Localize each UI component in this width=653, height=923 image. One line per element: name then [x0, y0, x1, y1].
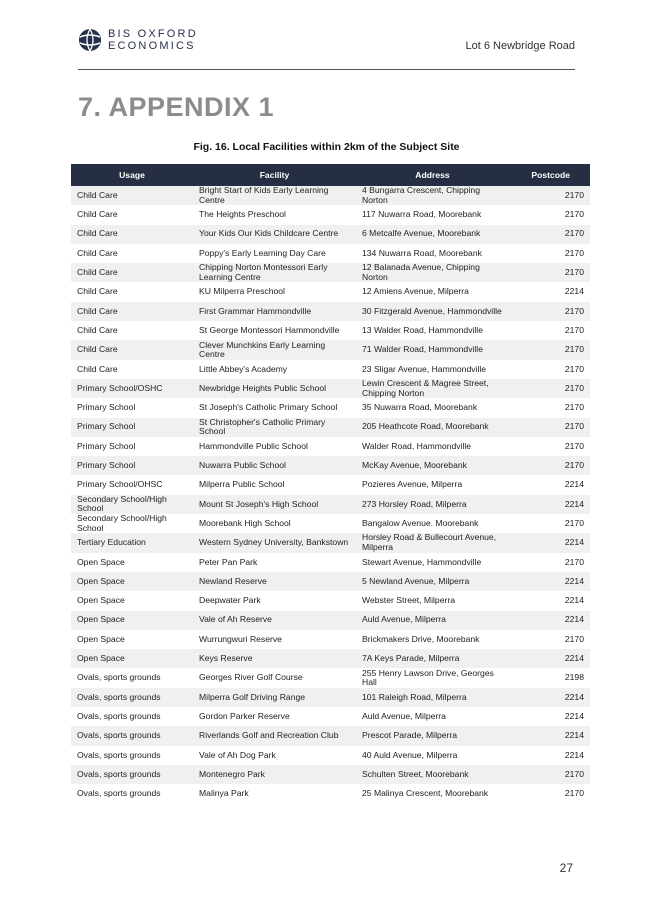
address-cell: 134 Nuwarra Road, Moorebank — [356, 244, 509, 263]
address-cell: Brickmakers Drive, Moorebank — [356, 630, 509, 649]
table-row — [71, 784, 590, 803]
postcode-cell: 2170 — [509, 514, 590, 533]
postcode-cell: 2214 — [509, 726, 590, 745]
table-row — [71, 553, 590, 572]
address-cell: 35 Nuwarra Road, Moorebank — [356, 398, 509, 417]
address-cell: 255 Henry Lawson Drive, Georges Hall — [356, 668, 509, 687]
postcode-cell: 2214 — [509, 591, 590, 610]
postcode-cell: 2170 — [509, 553, 590, 572]
facility-cell: First Grammar Hammondville — [193, 302, 356, 321]
address-cell: 30 Fitzgerald Avenue, Hammondville — [356, 302, 509, 321]
facility-cell: Malinya Park — [193, 784, 356, 803]
address-cell: 273 Horsley Road, Milperra — [356, 495, 509, 514]
facility-cell: The Heights Preschool — [193, 205, 356, 224]
usage-cell: Primary School — [71, 398, 193, 417]
address-cell: Prescot Parade, Milperra — [356, 726, 509, 745]
page-number: 27 — [559, 861, 573, 875]
postcode-cell: 2214 — [509, 611, 590, 630]
usage-cell: Ovals, sports grounds — [71, 726, 193, 745]
postcode-cell: 2170 — [509, 784, 590, 803]
facility-cell: Vale of Ah Dog Park — [193, 746, 356, 765]
facility-cell: Hammondville Public School — [193, 437, 356, 456]
postcode-cell: 2170 — [509, 437, 590, 456]
address-cell: Pozieres Avenue, Milperra — [356, 475, 509, 494]
usage-cell: Open Space — [71, 572, 193, 591]
postcode-cell: 2170 — [509, 456, 590, 475]
table-row — [71, 707, 590, 726]
facility-cell: Milperra Golf Driving Range — [193, 688, 356, 707]
postcode-cell: 2170 — [509, 418, 590, 437]
facility-cell: Mount St Joseph's High School — [193, 495, 356, 514]
usage-cell: Open Space — [71, 553, 193, 572]
postcode-cell: 2198 — [509, 668, 590, 687]
postcode-cell: 2214 — [509, 572, 590, 591]
address-cell: Stewart Avenue, Hammondville — [356, 553, 509, 572]
column-header-usage: Usage — [71, 164, 193, 186]
facility-cell: Montenegro Park — [193, 765, 356, 784]
usage-cell: Child Care — [71, 360, 193, 379]
facility-cell: Gordon Parker Reserve — [193, 707, 356, 726]
table-row — [71, 360, 590, 379]
address-cell: 101 Raleigh Road, Milperra — [356, 688, 509, 707]
postcode-cell: 2170 — [509, 379, 590, 398]
figure-caption: Fig. 16. Local Facilities within 2km of the Subject Site — [193, 141, 460, 153]
usage-cell: Ovals, sports grounds — [71, 707, 193, 726]
postcode-cell: 2214 — [509, 746, 590, 765]
postcode-cell: 2214 — [509, 707, 590, 726]
usage-cell: Open Space — [71, 611, 193, 630]
address-cell: 25 Malinya Crescent, Moorebank — [356, 784, 509, 803]
usage-cell: Child Care — [71, 244, 193, 263]
table-row — [71, 572, 590, 591]
usage-cell: Secondary School/High School — [71, 495, 193, 514]
usage-cell: Child Care — [71, 302, 193, 321]
table-row — [71, 688, 590, 707]
postcode-cell: 2170 — [509, 360, 590, 379]
postcode-cell: 2170 — [509, 225, 590, 244]
table-row — [71, 282, 590, 301]
table-row — [71, 437, 590, 456]
column-header-facility: Facility — [193, 164, 356, 186]
facility-cell: St Joseph's Catholic Primary School — [193, 398, 356, 417]
table-row — [71, 765, 590, 784]
postcode-cell: 2170 — [509, 398, 590, 417]
postcode-cell: 2170 — [509, 263, 590, 282]
address-cell: Schulten Street, Moorebank — [356, 765, 509, 784]
table-row — [71, 649, 590, 668]
logo-line-1: BIS OXFORD — [108, 28, 198, 40]
usage-cell: Child Care — [71, 225, 193, 244]
facility-cell: Little Abbey's Academy — [193, 360, 356, 379]
column-header-postcode: Postcode — [509, 164, 590, 186]
postcode-cell: 2214 — [509, 495, 590, 514]
globe-icon — [78, 28, 102, 52]
usage-cell: Open Space — [71, 591, 193, 610]
table-row — [71, 456, 590, 475]
table-row — [71, 418, 590, 437]
facility-cell: Nuwarra Public School — [193, 456, 356, 475]
usage-cell: Child Care — [71, 340, 193, 359]
table-row — [71, 475, 590, 494]
address-cell: 12 Balanada Avenue, Chipping Norton — [356, 263, 509, 282]
facilities-table — [71, 164, 590, 804]
usage-cell: Secondary School/High School — [71, 514, 193, 533]
table-row — [71, 726, 590, 745]
address-cell: Auld Avenue, Milperra — [356, 707, 509, 726]
table-row — [71, 398, 590, 417]
facility-cell: Chipping Norton Montessori Early Learning Centre — [193, 263, 356, 282]
facility-cell: St George Montessori Hammondville — [193, 321, 356, 340]
usage-cell: Child Care — [71, 321, 193, 340]
address-cell: 4 Bungarra Crescent, Chipping Norton — [356, 186, 509, 205]
table-row — [71, 379, 590, 398]
address-cell: 6 Metcalfe Avenue, Moorebank — [356, 225, 509, 244]
postcode-cell: 2170 — [509, 302, 590, 321]
postcode-cell: 2170 — [509, 186, 590, 205]
address-cell: 23 Sligar Avenue, Hammondville — [356, 360, 509, 379]
usage-cell: Tertiary Education — [71, 533, 193, 552]
usage-cell: Primary School/OHSC — [71, 475, 193, 494]
logo-line-2: ECONOMICS — [108, 40, 196, 52]
address-cell: 13 Walder Road, Hammondville — [356, 321, 509, 340]
table-row — [71, 514, 590, 533]
address-cell: McKay Avenue, Moorebank — [356, 456, 509, 475]
column-header-address: Address — [356, 164, 509, 186]
table-row — [71, 244, 590, 263]
facility-cell: Riverlands Golf and Recreation Club — [193, 726, 356, 745]
usage-cell: Primary School — [71, 437, 193, 456]
facility-cell: Western Sydney University, Bankstown — [193, 533, 356, 552]
table-row — [71, 533, 590, 552]
usage-cell: Primary School/OSHC — [71, 379, 193, 398]
facility-cell: St Christopher's Catholic Primary School — [193, 418, 356, 437]
address-cell: Walder Road, Hammondville — [356, 437, 509, 456]
table-row — [71, 321, 590, 340]
project-name: Lot 6 Newbridge Road — [465, 40, 575, 52]
postcode-cell: 2214 — [509, 649, 590, 668]
bis-oxford-economics-logo — [78, 28, 198, 52]
postcode-cell: 2214 — [509, 533, 590, 552]
usage-cell: Ovals, sports grounds — [71, 765, 193, 784]
facility-cell: Moorebank High School — [193, 514, 356, 533]
address-cell: 71 Walder Road, Hammondville — [356, 340, 509, 359]
table-row — [71, 746, 590, 765]
address-cell: Webster Street, Milperra — [356, 591, 509, 610]
facility-cell: Clever Munchkins Early Learning Centre — [193, 340, 356, 359]
table-row — [71, 205, 590, 224]
facility-cell: KU Milperra Preschool — [193, 282, 356, 301]
facility-cell: Poppy's Early Learning Day Care — [193, 244, 356, 263]
header-divider — [78, 69, 575, 70]
usage-cell: Primary School — [71, 456, 193, 475]
table-row — [71, 668, 590, 687]
facility-cell: Deepwater Park — [193, 591, 356, 610]
facility-cell: Peter Pan Park — [193, 553, 356, 572]
address-cell: 40 Auld Avenue, Milperra — [356, 746, 509, 765]
address-cell: 5 Newland Avenue, Milperra — [356, 572, 509, 591]
usage-cell: Ovals, sports grounds — [71, 668, 193, 687]
postcode-cell: 2214 — [509, 282, 590, 301]
table-row — [71, 225, 590, 244]
postcode-cell: 2170 — [509, 321, 590, 340]
table-row — [71, 591, 590, 610]
table-row — [71, 495, 590, 514]
address-cell: 12 Amiens Avenue, Milperra — [356, 282, 509, 301]
table-row — [71, 186, 590, 205]
postcode-cell: 2170 — [509, 205, 590, 224]
facility-cell: Newbridge Heights Public School — [193, 379, 356, 398]
facility-cell: Wurrungwuri Reserve — [193, 630, 356, 649]
table-header-row — [71, 164, 590, 186]
usage-cell: Child Care — [71, 205, 193, 224]
usage-cell: Open Space — [71, 630, 193, 649]
postcode-cell: 2170 — [509, 244, 590, 263]
address-cell: Horsley Road & Bullecourt Avenue, Milperra — [356, 533, 509, 552]
page-header — [78, 28, 575, 70]
address-cell: Bangalow Avenue. Moorebank — [356, 514, 509, 533]
facility-cell: Georges River Golf Course — [193, 668, 356, 687]
usage-cell: Ovals, sports grounds — [71, 746, 193, 765]
usage-cell: Child Care — [71, 282, 193, 301]
page-title: 7. APPENDIX 1 — [78, 92, 275, 122]
usage-cell: Ovals, sports grounds — [71, 784, 193, 803]
postcode-cell: 2214 — [509, 475, 590, 494]
usage-cell: Open Space — [71, 649, 193, 668]
usage-cell: Ovals, sports grounds — [71, 688, 193, 707]
table-row — [71, 340, 590, 359]
postcode-cell: 2170 — [509, 340, 590, 359]
table-row — [71, 302, 590, 321]
facility-cell: Your Kids Our Kids Childcare Centre — [193, 225, 356, 244]
facility-cell: Vale of Ah Reserve — [193, 611, 356, 630]
address-cell: 117 Nuwarra Road, Moorebank — [356, 205, 509, 224]
address-cell: 205 Heathcote Road, Moorebank — [356, 418, 509, 437]
usage-cell: Child Care — [71, 263, 193, 282]
postcode-cell: 2170 — [509, 765, 590, 784]
address-cell: 7A Keys Parade, Milperra — [356, 649, 509, 668]
address-cell: Auld Avenue, Milperra — [356, 611, 509, 630]
postcode-cell: 2170 — [509, 630, 590, 649]
facility-cell: Keys Reserve — [193, 649, 356, 668]
address-cell: Lewin Crescent & Magree Street, Chipping Norton — [356, 379, 509, 398]
usage-cell: Child Care — [71, 186, 193, 205]
usage-cell: Primary School — [71, 418, 193, 437]
facility-cell: Milperra Public School — [193, 475, 356, 494]
table-row — [71, 263, 590, 282]
facility-cell: Newland Reserve — [193, 572, 356, 591]
table-row — [71, 611, 590, 630]
facility-cell: Bright Start of Kids Early Learning Centre — [193, 186, 356, 205]
table-row — [71, 630, 590, 649]
postcode-cell: 2214 — [509, 688, 590, 707]
